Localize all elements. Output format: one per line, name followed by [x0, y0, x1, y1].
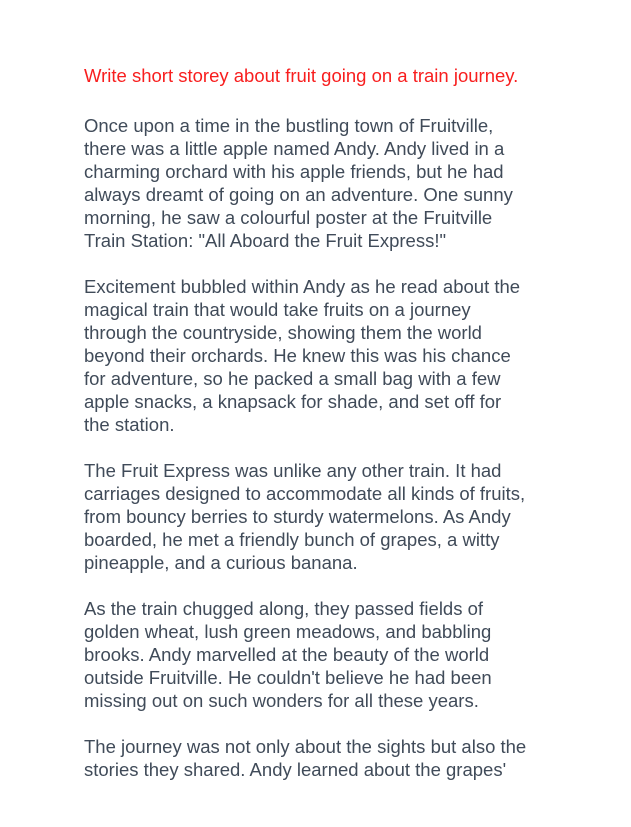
text-line: the station.: [84, 414, 175, 435]
text-line: outside Fruitville. He couldn't believe he had been: [84, 667, 492, 688]
text-line: Once upon a time in the bustling town of Fruitville,: [84, 115, 494, 136]
text-line: The journey was not only about the sights but also the: [84, 736, 527, 757]
text-line: from bouncy berries to sturdy watermelons. As Andy: [84, 506, 511, 527]
text-line: charming orchard with his apple friends, but he had: [84, 161, 504, 182]
text-line: through the countryside, showing them the world: [84, 322, 482, 343]
story-paragraph: [84, 114, 581, 252]
story-paragraph: [84, 275, 581, 436]
text-line: stories they shared. Andy learned about the grapes': [84, 759, 507, 780]
text-line: carriages designed to accommodate all kinds of fruits,: [84, 483, 526, 504]
text-line: there was a little apple named Andy. Andy lived in a: [84, 138, 505, 159]
text-line: magical train that would take fruits on a journey: [84, 299, 471, 320]
text-line: boarded, he met a friendly bunch of grapes, a witty: [84, 529, 500, 550]
text-line: golden wheat, lush green meadows, and babbling: [84, 621, 492, 642]
story-paragraph: [84, 459, 581, 574]
text-line: apple snacks, a knapsack for shade, and set off for: [84, 391, 502, 412]
prompt-heading: Write short storey about fruit going on a train journey.: [84, 65, 519, 86]
story-paragraph: [84, 597, 581, 712]
text-line: beyond their orchards. He knew this was his chance: [84, 345, 511, 366]
text-line: Excitement bubbled within Andy as he read about the: [84, 276, 521, 297]
text-line: The Fruit Express was unlike any other train. It had: [84, 460, 502, 481]
text-line: brooks. Andy marvelled at the beauty of the world: [84, 644, 490, 665]
text-line: pineapple, and a curious banana.: [84, 552, 358, 573]
text-line: missing out on such wonders for all these years.: [84, 690, 479, 711]
text-line: for adventure, so he packed a small bag with a few: [84, 368, 501, 389]
story-paragraph: [84, 735, 581, 781]
text-line: As the train chugged along, they passed fields of: [84, 598, 484, 619]
text-line: morning, he saw a colourful poster at the Fruitville: [84, 207, 493, 228]
text-line: Train Station: "All Aboard the Fruit Express!": [84, 230, 447, 251]
text-line: always dreamt of going on an adventure. One sunny: [84, 184, 513, 205]
